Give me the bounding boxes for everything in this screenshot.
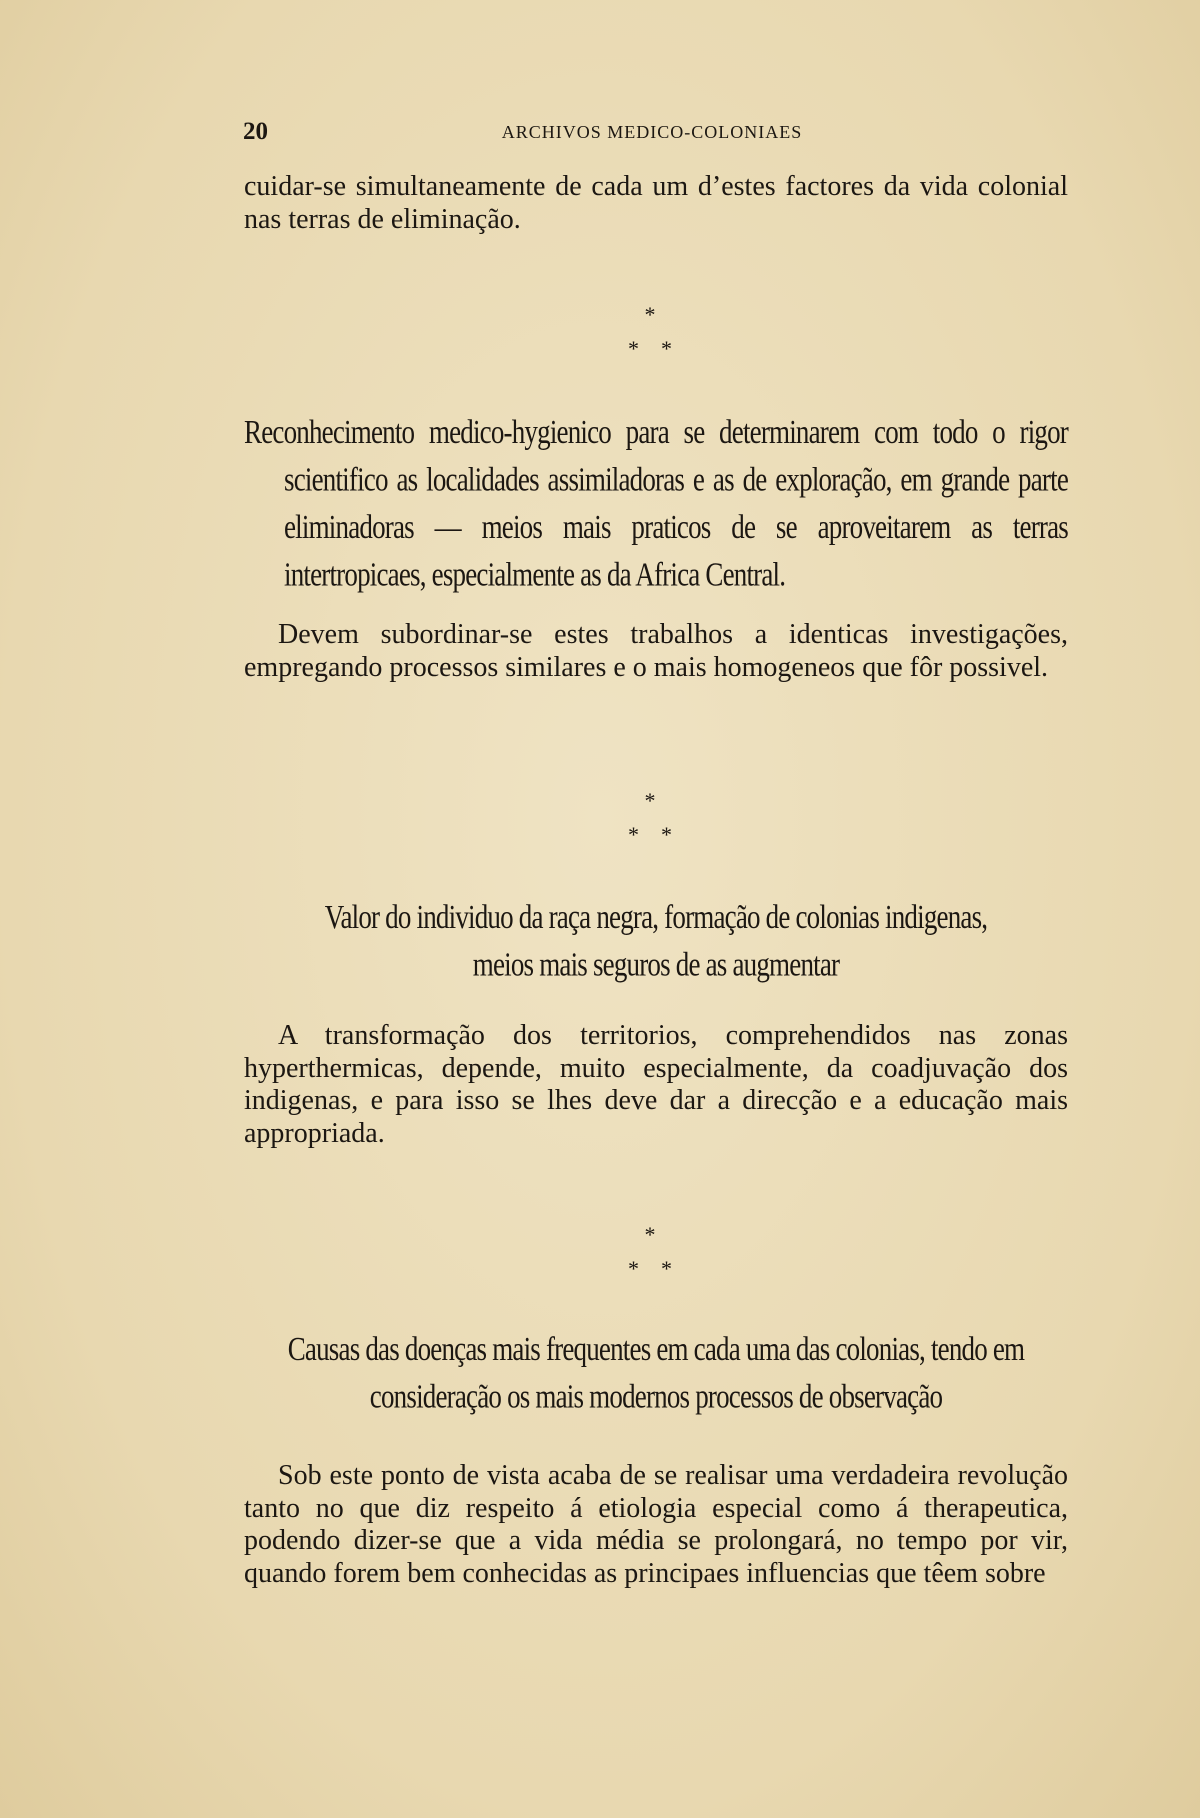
section-heading: Reconhecimento medico-hygienico para se determinarem com todo o rigor scientifico as localidades assimiladoras e as de exploração, em grande parte eliminadoras — meios mais praticos de se aproveitarem as terras intertropicaes, especialmente as da Africa Central. xyxy=(244,413,1068,593)
asterism-bottom: * * xyxy=(628,336,672,361)
paragraph: A transformação dos territorios, comprehendidos nas zonas hyperthermicas, depende, muito especialmente, da coadjuvação dos indigenas, e para isso se lhes deve dar a direcção e a educação mais appropriada. xyxy=(244,1020,1068,1149)
asterism-top: * xyxy=(644,302,656,327)
asterism-top: * xyxy=(644,1222,656,1247)
asterism xyxy=(0,1218,1200,1286)
running-head: ARCHIVOS MEDICO-COLONIAES xyxy=(501,122,803,142)
paragraph: Sob este ponto de vista acaba de se realisar uma verdadeira revolução tanto no que diz respeito á etiologia especial como á therapeutica, podendo dizer-se que a vida média se prolongará, no tempo por vir, quando forem bem conhecidas as principaes influencias que têem sobre xyxy=(244,1460,1068,1589)
paragraph: Devem subordinar-se estes trabalhos a identicas investigações, empregando processos similares e o mais homogeneos que fôr possivel. xyxy=(244,619,1068,683)
asterism xyxy=(0,784,1200,852)
asterism-top: * xyxy=(644,788,656,813)
asterism-bottom: * * xyxy=(628,1256,672,1281)
section-heading: Causas das doenças mais frequentes em cada uma das colonias, tendo em consideração os mais modernos processos de observação xyxy=(287,1330,1025,1415)
asterism-bottom: * * xyxy=(628,822,672,847)
paragraph: cuidar-se simultaneamente de cada um d’estes factores da vida colonial nas terras de eliminação. xyxy=(244,171,1068,235)
asterism xyxy=(0,298,1200,366)
section-heading: Valor do individuo da raça negra, formação de colonias indigenas, meios mais seguros de as augmentar xyxy=(324,898,988,983)
page-number: 20 xyxy=(243,118,268,145)
